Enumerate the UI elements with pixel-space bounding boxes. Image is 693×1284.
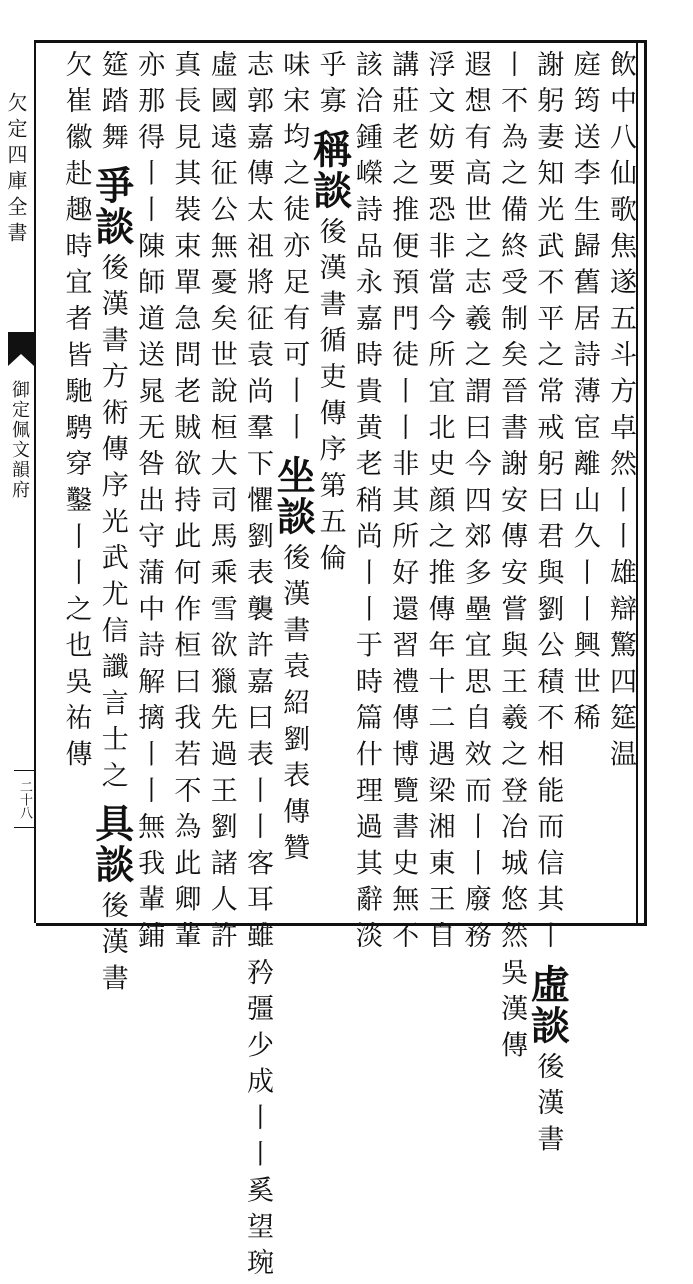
folio-number: 二十八 [14, 770, 35, 828]
column-text: 後漢書袁紹劉表傳贊 [273, 543, 313, 870]
column-text: 欠崔徽 [56, 50, 96, 159]
column-text: 赴趣時宜者皆馳騁穿鑿丨丨之也 [56, 159, 96, 667]
entry-heading: 坐談 [271, 455, 315, 537]
column-text: 浮文妨要恐非當今所宜北史顔之推傳年十二遇梁湘東王自 [419, 50, 459, 958]
column-text: 亦那得丨丨陳師道送晁无咎出守蒲中詩解摛丨丨無我輩鋪 [128, 50, 168, 958]
column-text: 味 [273, 50, 313, 86]
text-column [201, 50, 241, 920]
entry-heading: 稱談 [308, 129, 352, 211]
text-column [56, 50, 96, 920]
column-text: 筵踏舞 [92, 50, 132, 159]
text-column [164, 50, 204, 920]
text-column [564, 50, 604, 920]
column-text: 宋均之徒亦足有可丨丨 [273, 86, 313, 449]
text-column [237, 50, 277, 920]
text-column [527, 50, 567, 920]
column-text: 乎寡 [310, 50, 350, 123]
book-title: 御定佩文韻府 [4, 380, 32, 500]
fish-tail-mark-icon [8, 332, 34, 366]
text-column [491, 50, 531, 920]
text-column [273, 50, 313, 920]
column-text: 遐想有高世之志羲之謂曰今四郊多壘宜思自效而丨丨廢務 [455, 50, 495, 958]
text-column [382, 50, 422, 920]
column-text: 吳祐傳 [56, 667, 96, 776]
column-text: 矜彊少成丨丨奚望琬 [237, 958, 277, 1284]
text-column [419, 50, 459, 920]
column-text: 虛國遠征公無憂矣世說桓大司馬乘雪欲獵先過王劉諸人許 [201, 50, 241, 958]
column-text: 講莊老之推便預門徒丨丨非其所好還習禮傳博覽書史無不 [382, 50, 422, 958]
entry-heading: 虛談 [525, 964, 569, 1046]
column-text: 後漢書方術傳序光武尤信讖言士之 [92, 253, 132, 798]
side-margin [0, 40, 36, 923]
text-column [92, 50, 132, 920]
column-text: 志郭嘉傳太祖將征袁尚羣下懼劉表襲許嘉曰表丨丨客耳雖 [237, 50, 277, 958]
column-text: 丨不為之備終受制矣晉書謝安傳安嘗與王羲之登冶城悠然 [491, 50, 531, 958]
entry-heading: 爭談 [90, 165, 134, 247]
column-text: 後漢書 [92, 891, 132, 1000]
column-text: 後漢書 [527, 1052, 567, 1161]
entry-heading: 具談 [90, 803, 134, 885]
column-text: 真長見其裝束單急問老賊欲持此何作桓曰我若不為此卿輩 [164, 50, 204, 958]
column-text: 謝躬妻知光武不平之常戒躬曰君與劉公積不相能而信其丨 [527, 50, 567, 958]
column-text: 庭筠送李生歸舊居詩薄宦離山久丨丨興世稀 [564, 50, 604, 740]
column-text: 吳漢傳 [491, 958, 531, 1067]
text-column [455, 50, 495, 920]
text-column [600, 50, 640, 920]
column-text: 後漢書循吏傳序第五倫 [310, 217, 350, 580]
series-title: 欠定四庫全書 [2, 92, 30, 248]
column-text: 該洽鍾嶸詩品永嘉時貴黄老稍尚丨丨于時篇什理過其辭淡 [346, 50, 386, 958]
column-text: 飲中八仙歌焦遂五斗方卓然丨丨雄辯驚四筵温 [600, 50, 640, 776]
